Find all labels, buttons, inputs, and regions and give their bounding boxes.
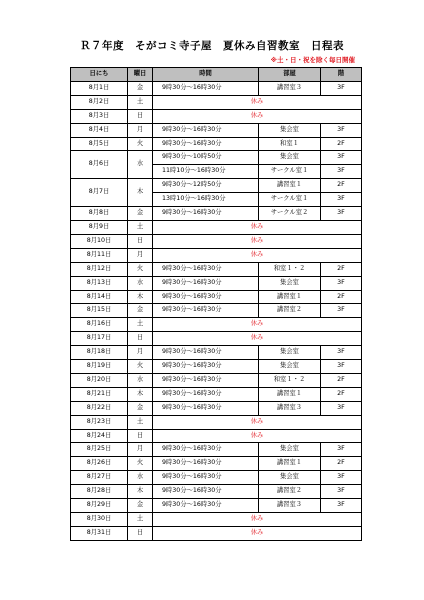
date-cell: 8月5日: [71, 137, 128, 151]
time-cell: 9時30分～16時30分: [153, 276, 259, 290]
table-row: [71, 109, 362, 123]
date-cell: 8月14日: [71, 290, 128, 304]
day-of-week-cell: 日: [128, 234, 153, 248]
room-cell: 講習室２: [259, 485, 321, 499]
floor-cell: 3F: [321, 360, 362, 374]
table-row: [71, 401, 362, 415]
schedule-note: ※土・日・祝を除く毎日開催: [270, 56, 355, 64]
floor-cell: 3F: [321, 499, 362, 513]
table-row: [71, 151, 362, 165]
table-row: [71, 95, 362, 109]
date-cell: 8月31日: [71, 526, 128, 540]
room-cell: 講習室３: [259, 499, 321, 513]
date-cell: 8月4日: [71, 123, 128, 137]
date-cell: 8月19日: [71, 360, 128, 374]
floor-cell: 2F: [321, 179, 362, 193]
floor-cell: 3F: [321, 207, 362, 221]
floor-cell: 3F: [321, 304, 362, 318]
floor-cell: 3F: [321, 471, 362, 485]
time-cell: 9時30分～16時30分: [153, 373, 259, 387]
time-cell: 9時30分～16時30分: [153, 457, 259, 471]
closed-cell: 休み: [153, 526, 362, 540]
floor-cell: 3F: [321, 346, 362, 360]
time-cell: 9時30分～10時50分: [153, 151, 259, 165]
floor-cell: 2F: [321, 373, 362, 387]
date-cell: 8月1日: [71, 81, 128, 95]
date-cell: 8月20日: [71, 373, 128, 387]
day-of-week-cell: 水: [128, 471, 153, 485]
day-of-week-cell: 木: [128, 387, 153, 401]
schedule-table: [70, 67, 362, 541]
day-of-week-cell: 金: [128, 304, 153, 318]
day-of-week-cell: 土: [128, 415, 153, 429]
room-cell: サークル室２: [259, 207, 321, 221]
table-row: [71, 360, 362, 374]
floor-cell: 2F: [321, 137, 362, 151]
table-header-row: [71, 68, 362, 82]
day-of-week-cell: 火: [128, 137, 153, 151]
table-row: [71, 332, 362, 346]
date-cell: 8月6日: [71, 151, 128, 179]
date-cell: 8月10日: [71, 234, 128, 248]
date-cell: 8月26日: [71, 457, 128, 471]
date-cell: 8月13日: [71, 276, 128, 290]
room-cell: 講習室２: [259, 304, 321, 318]
room-cell: 和室１: [259, 137, 321, 151]
day-of-week-cell: 日: [128, 332, 153, 346]
time-cell: 9時30分～16時30分: [153, 207, 259, 221]
date-cell: 8月29日: [71, 499, 128, 513]
table-row: [71, 318, 362, 332]
table-row: [71, 290, 362, 304]
room-cell: 講習室１: [259, 290, 321, 304]
day-of-week-cell: 土: [128, 513, 153, 527]
day-of-week-cell: 日: [128, 429, 153, 443]
floor-cell: 3F: [321, 443, 362, 457]
date-cell: 8月17日: [71, 332, 128, 346]
table-row: [71, 346, 362, 360]
room-cell: 和室１・２: [259, 373, 321, 387]
table-row: [71, 499, 362, 513]
header-room: 部屋: [259, 68, 321, 82]
closed-cell: 休み: [153, 95, 362, 109]
table-row: [71, 179, 362, 193]
table-row: [71, 81, 362, 95]
room-cell: サークル室１: [259, 193, 321, 207]
table-row: [71, 471, 362, 485]
table-row: [71, 220, 362, 234]
table-row: [71, 526, 362, 540]
day-of-week-cell: 金: [128, 207, 153, 221]
table-row: [71, 457, 362, 471]
schedule-body: [71, 81, 362, 540]
day-of-week-cell: 月: [128, 346, 153, 360]
table-row: [71, 415, 362, 429]
room-cell: 集会室: [259, 123, 321, 137]
date-cell: 8月27日: [71, 471, 128, 485]
day-of-week-cell: 日: [128, 109, 153, 123]
closed-cell: 休み: [153, 220, 362, 234]
time-cell: 9時30分～16時30分: [153, 123, 259, 137]
room-cell: 集会室: [259, 471, 321, 485]
room-cell: 集会室: [259, 346, 321, 360]
floor-cell: 3F: [321, 151, 362, 165]
date-cell: 8月22日: [71, 401, 128, 415]
date-cell: 8月21日: [71, 387, 128, 401]
time-cell: 11時10分～16時30分: [153, 165, 259, 179]
time-cell: 9時30分～16時30分: [153, 346, 259, 360]
date-cell: 8月25日: [71, 443, 128, 457]
table-row: [71, 207, 362, 221]
header-floor: 階: [321, 68, 362, 82]
table-row: [71, 234, 362, 248]
closed-cell: 休み: [153, 513, 362, 527]
header-day-of-week: 曜日: [128, 68, 153, 82]
date-cell: 8月15日: [71, 304, 128, 318]
time-cell: 9時30分～16時30分: [153, 401, 259, 415]
time-cell: 13時10分～16時30分: [153, 193, 259, 207]
floor-cell: 2F: [321, 457, 362, 471]
day-of-week-cell: 月: [128, 248, 153, 262]
room-cell: 和室１・２: [259, 262, 321, 276]
day-of-week-cell: 月: [128, 443, 153, 457]
room-cell: 集会室: [259, 360, 321, 374]
floor-cell: 2F: [321, 387, 362, 401]
day-of-week-cell: 土: [128, 220, 153, 234]
day-of-week-cell: 火: [128, 457, 153, 471]
time-cell: 9時30分～16時30分: [153, 499, 259, 513]
date-cell: 8月16日: [71, 318, 128, 332]
day-of-week-cell: 火: [128, 262, 153, 276]
date-cell: 8月24日: [71, 429, 128, 443]
day-of-week-cell: 火: [128, 360, 153, 374]
time-cell: 9時30分～16時30分: [153, 290, 259, 304]
day-of-week-cell: 金: [128, 499, 153, 513]
floor-cell: 2F: [321, 262, 362, 276]
room-cell: 集会室: [259, 443, 321, 457]
room-cell: 講習室３: [259, 81, 321, 95]
date-cell: 8月3日: [71, 109, 128, 123]
closed-cell: 休み: [153, 248, 362, 262]
table-row: [71, 443, 362, 457]
day-of-week-cell: 水: [128, 373, 153, 387]
date-cell: 8月12日: [71, 262, 128, 276]
table-row: [71, 276, 362, 290]
day-of-week-cell: 土: [128, 318, 153, 332]
floor-cell: 3F: [321, 193, 362, 207]
time-cell: 9時30分～16時30分: [153, 485, 259, 499]
date-cell: 8月7日: [71, 179, 128, 207]
time-cell: 9時30分～16時30分: [153, 262, 259, 276]
date-cell: 8月11日: [71, 248, 128, 262]
room-cell: 講習室３: [259, 401, 321, 415]
day-of-week-cell: 木: [128, 179, 153, 207]
time-cell: 9時30分～16時30分: [153, 360, 259, 374]
room-cell: 講習室１: [259, 457, 321, 471]
floor-cell: 3F: [321, 81, 362, 95]
closed-cell: 休み: [153, 429, 362, 443]
page-title: Ｒ７年度 そがコミ寺子屋 夏休み自習教室 日程表: [80, 40, 344, 52]
date-cell: 8月30日: [71, 513, 128, 527]
table-row: [71, 123, 362, 137]
floor-cell: 3F: [321, 485, 362, 499]
room-cell: サークル室１: [259, 165, 321, 179]
floor-cell: 3F: [321, 123, 362, 137]
closed-cell: 休み: [153, 332, 362, 346]
time-cell: 9時30分～16時30分: [153, 81, 259, 95]
time-cell: 9時30分～16時30分: [153, 304, 259, 318]
floor-cell: 3F: [321, 401, 362, 415]
table-row: [71, 373, 362, 387]
day-of-week-cell: 土: [128, 95, 153, 109]
date-cell: 8月2日: [71, 95, 128, 109]
day-of-week-cell: 月: [128, 123, 153, 137]
date-cell: 8月18日: [71, 346, 128, 360]
room-cell: 集会室: [259, 151, 321, 165]
table-row: [71, 137, 362, 151]
date-cell: 8月23日: [71, 415, 128, 429]
date-cell: 8月28日: [71, 485, 128, 499]
closed-cell: 休み: [153, 109, 362, 123]
table-row: [71, 304, 362, 318]
header-date: 日にち: [71, 68, 128, 82]
table-row: [71, 248, 362, 262]
table-row: [71, 513, 362, 527]
table-row: [71, 429, 362, 443]
day-of-week-cell: 金: [128, 81, 153, 95]
floor-cell: 3F: [321, 276, 362, 290]
time-cell: 9時30分～12時50分: [153, 179, 259, 193]
floor-cell: 2F: [321, 290, 362, 304]
table-row: [71, 485, 362, 499]
floor-cell: 3F: [321, 165, 362, 179]
room-cell: 講習室１: [259, 387, 321, 401]
date-cell: 8月9日: [71, 220, 128, 234]
room-cell: 集会室: [259, 276, 321, 290]
time-cell: 9時30分～16時30分: [153, 137, 259, 151]
closed-cell: 休み: [153, 415, 362, 429]
table-row: [71, 262, 362, 276]
day-of-week-cell: 水: [128, 151, 153, 179]
day-of-week-cell: 木: [128, 485, 153, 499]
day-of-week-cell: 日: [128, 526, 153, 540]
time-cell: 9時30分～16時30分: [153, 471, 259, 485]
date-cell: 8月8日: [71, 207, 128, 221]
day-of-week-cell: 木: [128, 290, 153, 304]
closed-cell: 休み: [153, 234, 362, 248]
time-cell: 9時30分～16時30分: [153, 387, 259, 401]
day-of-week-cell: 金: [128, 401, 153, 415]
closed-cell: 休み: [153, 318, 362, 332]
day-of-week-cell: 水: [128, 276, 153, 290]
time-cell: 9時30分～16時30分: [153, 443, 259, 457]
table-row: [71, 387, 362, 401]
room-cell: 講習室１: [259, 179, 321, 193]
header-time: 時間: [153, 68, 259, 82]
